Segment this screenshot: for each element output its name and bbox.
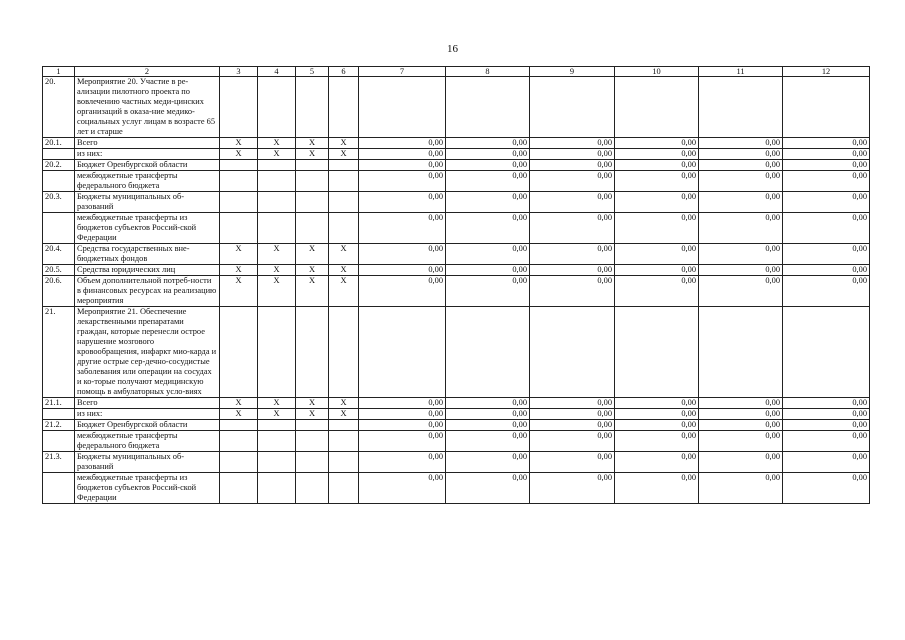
row-description: Всего — [75, 398, 220, 409]
value-cell: 0,00 — [530, 171, 615, 192]
table-row — [43, 171, 870, 192]
marker-cell — [220, 473, 258, 504]
marker-cell — [296, 77, 329, 138]
value-cell: 0,00 — [783, 420, 870, 431]
row-description: Бюджет Оренбургской области — [75, 420, 220, 431]
row-description: Мероприятие 20. Участие в ре-ализации пилотного проекта по вовлечению частных меди-цинских организаций в оказа-ние медико-социальных услуг лицам в возрасте 65 лет и старше — [75, 77, 220, 138]
col-header: 6 — [329, 67, 359, 77]
budget-table — [42, 66, 870, 504]
table-body — [43, 67, 870, 504]
marker-cell — [329, 171, 359, 192]
marker-cell — [296, 431, 329, 452]
marker-cell: X — [329, 138, 359, 149]
marker-cell — [220, 192, 258, 213]
value-cell: 0,00 — [699, 452, 783, 473]
value-cell: 0,00 — [783, 171, 870, 192]
marker-cell: X — [329, 265, 359, 276]
value-cell: 0,00 — [783, 265, 870, 276]
row-number: 20.6. — [43, 276, 75, 307]
table-row — [43, 473, 870, 504]
marker-cell: X — [220, 398, 258, 409]
value-cell: 0,00 — [359, 138, 446, 149]
marker-cell: X — [258, 265, 296, 276]
marker-cell: X — [258, 149, 296, 160]
value-cell: 0,00 — [615, 213, 699, 244]
value-cell: 0,00 — [699, 276, 783, 307]
marker-cell — [258, 77, 296, 138]
col-header: 9 — [530, 67, 615, 77]
row-number: 21.2. — [43, 420, 75, 431]
row-number — [43, 149, 75, 160]
row-description: Средства государственных вне-бюджетных фондов — [75, 244, 220, 265]
col-header: 5 — [296, 67, 329, 77]
marker-cell: X — [296, 138, 329, 149]
row-number: 21.1. — [43, 398, 75, 409]
value-cell: 0,00 — [446, 276, 530, 307]
value-cell: 0,00 — [783, 213, 870, 244]
marker-cell: X — [220, 138, 258, 149]
row-number: 20.3. — [43, 192, 75, 213]
row-description: Мероприятие 21. Обеспечение лекарственными препаратами граждан, которые перенесли острое нарушение мозгового кровообращения, инфаркт мио-карда и другие острые сер-дечно-сосудистые заболевания или операции на сосудах и ко-торые получают медицинскую помощь в амбулаторных усло-виях — [75, 307, 220, 398]
marker-cell: X — [296, 398, 329, 409]
marker-cell: X — [258, 138, 296, 149]
value-cell: 0,00 — [530, 192, 615, 213]
value-cell: 0,00 — [359, 171, 446, 192]
marker-cell — [329, 192, 359, 213]
row-number: 20.2. — [43, 160, 75, 171]
marker-cell — [296, 160, 329, 171]
row-description: межбюджетные трансферты из бюджетов субъектов Россий-ской Федерации — [75, 473, 220, 504]
row-number: 20.4. — [43, 244, 75, 265]
marker-cell: X — [220, 276, 258, 307]
value-cell: 0,00 — [359, 160, 446, 171]
marker-cell — [329, 77, 359, 138]
value-cell: 0,00 — [699, 213, 783, 244]
value-cell: 0,00 — [359, 420, 446, 431]
table-row — [43, 398, 870, 409]
row-description: Бюджеты муниципальных об-разований — [75, 452, 220, 473]
row-description: Бюджет Оренбургской области — [75, 160, 220, 171]
row-description: Средства юридических лиц — [75, 265, 220, 276]
marker-cell — [220, 431, 258, 452]
marker-cell — [220, 213, 258, 244]
value-cell — [783, 77, 870, 138]
page-number: 16 — [447, 43, 458, 55]
marker-cell: X — [258, 244, 296, 265]
value-cell: 0,00 — [359, 265, 446, 276]
marker-cell: X — [329, 409, 359, 420]
value-cell: 0,00 — [446, 244, 530, 265]
value-cell: 0,00 — [615, 409, 699, 420]
table-row — [43, 138, 870, 149]
value-cell: 0,00 — [359, 213, 446, 244]
value-cell: 0,00 — [530, 398, 615, 409]
value-cell: 0,00 — [783, 160, 870, 171]
marker-cell — [329, 420, 359, 431]
value-cell: 0,00 — [530, 431, 615, 452]
row-number: 21. — [43, 307, 75, 398]
value-cell: 0,00 — [783, 192, 870, 213]
row-number: 20.1. — [43, 138, 75, 149]
value-cell: 0,00 — [359, 276, 446, 307]
value-cell: 0,00 — [446, 420, 530, 431]
value-cell — [530, 77, 615, 138]
value-cell: 0,00 — [699, 149, 783, 160]
marker-cell — [258, 307, 296, 398]
marker-cell: X — [220, 244, 258, 265]
marker-cell — [329, 213, 359, 244]
value-cell: 0,00 — [446, 149, 530, 160]
row-description: межбюджетные трансферты федерального бюджета — [75, 431, 220, 452]
row-description: Всего — [75, 138, 220, 149]
marker-cell: X — [258, 276, 296, 307]
value-cell: 0,00 — [446, 409, 530, 420]
table-row — [43, 77, 870, 138]
table-row — [43, 244, 870, 265]
marker-cell — [258, 192, 296, 213]
marker-cell — [220, 77, 258, 138]
row-description: межбюджетные трансферты федерального бюджета — [75, 171, 220, 192]
marker-cell — [258, 171, 296, 192]
value-cell — [530, 307, 615, 398]
row-description: из них: — [75, 149, 220, 160]
value-cell — [699, 77, 783, 138]
value-cell: 0,00 — [446, 171, 530, 192]
marker-cell: X — [329, 244, 359, 265]
row-description: из них: — [75, 409, 220, 420]
value-cell: 0,00 — [530, 244, 615, 265]
value-cell: 0,00 — [699, 138, 783, 149]
marker-cell — [220, 160, 258, 171]
row-number — [43, 431, 75, 452]
value-cell: 0,00 — [530, 149, 615, 160]
value-cell: 0,00 — [530, 138, 615, 149]
value-cell: 0,00 — [783, 431, 870, 452]
marker-cell — [296, 452, 329, 473]
value-cell: 0,00 — [359, 192, 446, 213]
marker-cell: X — [258, 409, 296, 420]
row-number: 21.3. — [43, 452, 75, 473]
value-cell: 0,00 — [359, 452, 446, 473]
value-cell: 0,00 — [783, 398, 870, 409]
value-cell: 0,00 — [615, 138, 699, 149]
value-cell: 0,00 — [615, 171, 699, 192]
row-number: 20.5. — [43, 265, 75, 276]
value-cell: 0,00 — [446, 431, 530, 452]
col-header: 12 — [783, 67, 870, 77]
value-cell — [359, 77, 446, 138]
marker-cell: X — [329, 149, 359, 160]
marker-cell — [220, 452, 258, 473]
table-row — [43, 213, 870, 244]
marker-cell — [258, 452, 296, 473]
value-cell: 0,00 — [359, 409, 446, 420]
value-cell: 0,00 — [615, 431, 699, 452]
value-cell: 0,00 — [615, 149, 699, 160]
marker-cell: X — [220, 149, 258, 160]
value-cell: 0,00 — [615, 452, 699, 473]
value-cell — [699, 307, 783, 398]
value-cell: 0,00 — [783, 244, 870, 265]
row-number — [43, 171, 75, 192]
marker-cell — [296, 420, 329, 431]
table-row — [43, 431, 870, 452]
value-cell — [446, 307, 530, 398]
value-cell: 0,00 — [359, 431, 446, 452]
marker-cell — [258, 473, 296, 504]
col-header: 1 — [43, 67, 75, 77]
value-cell: 0,00 — [699, 420, 783, 431]
value-cell: 0,00 — [783, 452, 870, 473]
marker-cell — [329, 473, 359, 504]
col-header: 3 — [220, 67, 258, 77]
marker-cell: X — [296, 149, 329, 160]
value-cell: 0,00 — [783, 149, 870, 160]
marker-cell: X — [296, 409, 329, 420]
table-row — [43, 420, 870, 431]
value-cell: 0,00 — [615, 244, 699, 265]
marker-cell: X — [220, 265, 258, 276]
value-cell: 0,00 — [446, 138, 530, 149]
value-cell: 0,00 — [699, 265, 783, 276]
value-cell — [615, 77, 699, 138]
table-row — [43, 307, 870, 398]
col-header: 2 — [75, 67, 220, 77]
value-cell: 0,00 — [699, 473, 783, 504]
value-cell: 0,00 — [446, 398, 530, 409]
marker-cell: X — [258, 398, 296, 409]
value-cell: 0,00 — [446, 160, 530, 171]
value-cell: 0,00 — [530, 452, 615, 473]
marker-cell — [329, 307, 359, 398]
value-cell — [359, 307, 446, 398]
table-row — [43, 149, 870, 160]
marker-cell — [296, 473, 329, 504]
value-cell: 0,00 — [359, 473, 446, 504]
row-number — [43, 409, 75, 420]
marker-cell — [296, 171, 329, 192]
marker-cell: X — [296, 244, 329, 265]
value-cell: 0,00 — [615, 265, 699, 276]
table-row — [43, 276, 870, 307]
value-cell: 0,00 — [530, 409, 615, 420]
value-cell: 0,00 — [783, 409, 870, 420]
value-cell: 0,00 — [359, 149, 446, 160]
value-cell: 0,00 — [530, 276, 615, 307]
marker-cell — [220, 171, 258, 192]
value-cell: 0,00 — [446, 192, 530, 213]
marker-cell — [220, 420, 258, 431]
row-number — [43, 213, 75, 244]
value-cell — [615, 307, 699, 398]
marker-cell — [258, 213, 296, 244]
marker-cell: X — [329, 398, 359, 409]
table-row — [43, 452, 870, 473]
col-header: 11 — [699, 67, 783, 77]
table-row — [43, 409, 870, 420]
row-description: Бюджеты муниципальных об-разований — [75, 192, 220, 213]
col-header: 8 — [446, 67, 530, 77]
marker-cell — [258, 160, 296, 171]
value-cell: 0,00 — [699, 244, 783, 265]
col-header: 10 — [615, 67, 699, 77]
value-cell: 0,00 — [699, 171, 783, 192]
value-cell: 0,00 — [530, 265, 615, 276]
value-cell — [446, 77, 530, 138]
table-row — [43, 192, 870, 213]
value-cell: 0,00 — [699, 431, 783, 452]
value-cell: 0,00 — [615, 160, 699, 171]
value-cell: 0,00 — [446, 265, 530, 276]
value-cell: 0,00 — [359, 244, 446, 265]
marker-cell — [329, 431, 359, 452]
value-cell: 0,00 — [615, 192, 699, 213]
value-cell: 0,00 — [530, 160, 615, 171]
col-header: 4 — [258, 67, 296, 77]
marker-cell — [296, 192, 329, 213]
row-number — [43, 473, 75, 504]
value-cell: 0,00 — [699, 192, 783, 213]
value-cell: 0,00 — [530, 473, 615, 504]
value-cell: 0,00 — [359, 398, 446, 409]
value-cell: 0,00 — [783, 473, 870, 504]
marker-cell: X — [329, 276, 359, 307]
value-cell: 0,00 — [699, 409, 783, 420]
marker-cell: X — [220, 409, 258, 420]
value-cell: 0,00 — [615, 276, 699, 307]
value-cell: 0,00 — [615, 473, 699, 504]
value-cell — [783, 307, 870, 398]
row-description: Объем дополнительной потреб-ности в финансовых ресурсах на реализацию мероприятия — [75, 276, 220, 307]
marker-cell — [296, 307, 329, 398]
value-cell: 0,00 — [530, 420, 615, 431]
marker-cell: X — [296, 276, 329, 307]
row-description: межбюджетные трансферты из бюджетов субъектов Россий-ской Федерации — [75, 213, 220, 244]
table-row — [43, 160, 870, 171]
marker-cell: X — [296, 265, 329, 276]
value-cell: 0,00 — [783, 138, 870, 149]
marker-cell — [258, 420, 296, 431]
col-header: 7 — [359, 67, 446, 77]
header-row — [43, 67, 870, 77]
marker-cell — [220, 307, 258, 398]
table-row — [43, 265, 870, 276]
value-cell: 0,00 — [446, 452, 530, 473]
value-cell: 0,00 — [615, 398, 699, 409]
marker-cell — [329, 160, 359, 171]
marker-cell — [296, 213, 329, 244]
value-cell: 0,00 — [530, 213, 615, 244]
value-cell: 0,00 — [615, 420, 699, 431]
value-cell: 0,00 — [783, 276, 870, 307]
marker-cell — [258, 431, 296, 452]
marker-cell — [329, 452, 359, 473]
value-cell: 0,00 — [446, 473, 530, 504]
row-number: 20. — [43, 77, 75, 138]
value-cell: 0,00 — [699, 160, 783, 171]
value-cell: 0,00 — [699, 398, 783, 409]
value-cell: 0,00 — [446, 213, 530, 244]
